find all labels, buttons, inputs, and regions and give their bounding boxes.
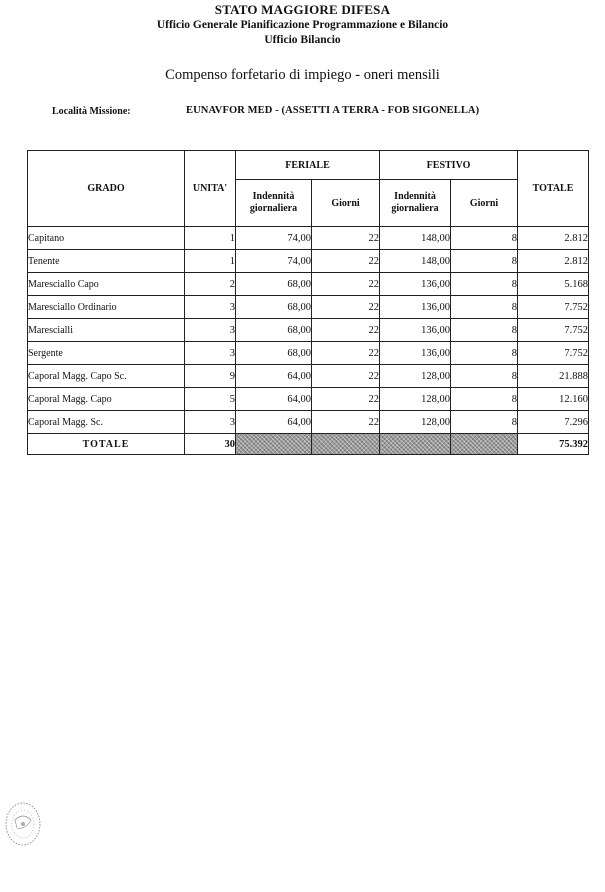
cell-feriale-indennita: 64,00 <box>236 365 312 388</box>
header-feriale-indennita <box>236 180 312 227</box>
table-row <box>28 388 589 411</box>
table-row <box>28 273 589 296</box>
compensation-table <box>27 150 589 455</box>
cell-grado: Maresciallo Ordinario <box>28 296 185 319</box>
cell-feriale-indennita: 68,00 <box>236 319 312 342</box>
header-feriale: FERIALE <box>236 151 380 180</box>
cell-unita: 3 <box>185 296 236 319</box>
cell-festivo-indennita: 136,00 <box>380 296 451 319</box>
cell-totale: 21.888 <box>518 365 589 388</box>
cell-festivo-indennita: 136,00 <box>380 319 451 342</box>
cell-festivo-giorni: 8 <box>451 250 518 273</box>
document-header <box>0 2 605 48</box>
location-value: EUNAVFOR MED - (ASSETTI A TERRA - FOB SIGONELLA) <box>186 105 480 116</box>
cell-feriale-indennita: 74,00 <box>236 250 312 273</box>
total-totale: 75.392 <box>518 434 589 455</box>
cell-unita: 1 <box>185 227 236 250</box>
header-festivo: FESTIVO <box>380 151 518 180</box>
cell-festivo-giorni: 8 <box>451 273 518 296</box>
cell-unita: 3 <box>185 342 236 365</box>
header-indennita-line2: giornaliera <box>391 203 439 214</box>
cell-feriale-giorni: 22 <box>312 319 380 342</box>
cell-grado: Caporal Magg. Capo <box>28 388 185 411</box>
header-indennita-line2: giornaliera <box>249 203 298 214</box>
cell-feriale-giorni: 22 <box>312 273 380 296</box>
cell-feriale-giorni: 22 <box>312 250 380 273</box>
table-row <box>28 365 589 388</box>
header-festivo-giorni: Giorni <box>451 180 518 227</box>
table-row <box>28 342 589 365</box>
cell-feriale-indennita: 68,00 <box>236 296 312 319</box>
cell-totale: 7.296 <box>518 411 589 434</box>
cell-feriale-indennita: 68,00 <box>236 342 312 365</box>
cell-grado: Sergente <box>28 342 185 365</box>
cell-festivo-indennita: 148,00 <box>380 227 451 250</box>
cell-feriale-giorni: 22 <box>312 365 380 388</box>
cell-unita: 5 <box>185 388 236 411</box>
cell-totale: 12.160 <box>518 388 589 411</box>
cell-festivo-giorni: 8 <box>451 365 518 388</box>
cell-unita: 1 <box>185 250 236 273</box>
cell-feriale-giorni: 22 <box>312 342 380 365</box>
cell-grado: Caporal Magg. Capo Sc. <box>28 365 185 388</box>
cell-festivo-giorni: 8 <box>451 296 518 319</box>
cell-feriale-giorni: 22 <box>312 296 380 319</box>
header-feriale-giorni: Giorni <box>312 180 380 227</box>
header-unita: UNITA' <box>185 151 236 227</box>
header-grado: GRADO <box>28 151 185 227</box>
cell-festivo-giorni: 8 <box>451 227 518 250</box>
cell-totale: 7.752 <box>518 319 589 342</box>
table-row <box>28 250 589 273</box>
header-office: Ufficio Generale Pianificazione Programmazione e Bilancio <box>156 19 449 31</box>
cell-grado: Capitano <box>28 227 185 250</box>
cell-totale: 7.752 <box>518 296 589 319</box>
cell-feriale-indennita: 64,00 <box>236 388 312 411</box>
shaded-cell <box>236 434 312 455</box>
total-label: TOTALE <box>28 434 185 455</box>
table-row <box>28 296 589 319</box>
cell-festivo-indennita: 136,00 <box>380 273 451 296</box>
shaded-cell <box>312 434 380 455</box>
cell-feriale-giorni: 22 <box>312 227 380 250</box>
cell-festivo-indennita: 148,00 <box>380 250 451 273</box>
cell-unita: 3 <box>185 319 236 342</box>
cell-feriale-giorni: 22 <box>312 388 380 411</box>
cell-unita: 9 <box>185 365 236 388</box>
cell-grado: Marescialli <box>28 319 185 342</box>
cell-feriale-indennita: 74,00 <box>236 227 312 250</box>
header-indennita-line1: Indennità <box>394 191 436 202</box>
document-subtitle: Compenso forfetario di impiego - oneri mensili <box>165 67 440 83</box>
cell-festivo-indennita: 128,00 <box>380 411 451 434</box>
shaded-cell <box>380 434 451 455</box>
cell-totale: 5.168 <box>518 273 589 296</box>
cell-totale: 2.812 <box>518 227 589 250</box>
cell-festivo-giorni: 8 <box>451 342 518 365</box>
total-row <box>28 434 589 455</box>
cell-festivo-giorni: 8 <box>451 411 518 434</box>
total-unita: 30 <box>185 434 236 455</box>
cell-grado: Tenente <box>28 250 185 273</box>
table-row <box>28 227 589 250</box>
header-organization: STATO MAGGIORE DIFESA <box>214 2 391 17</box>
cell-feriale-indennita: 68,00 <box>236 273 312 296</box>
cell-totale: 7.752 <box>518 342 589 365</box>
table-row <box>28 411 589 434</box>
header-festivo-indennita <box>380 180 451 227</box>
cell-totale: 2.812 <box>518 250 589 273</box>
header-indennita-line1: Indennità <box>252 191 295 202</box>
cell-unita: 3 <box>185 411 236 434</box>
cell-festivo-indennita: 128,00 <box>380 388 451 411</box>
cell-festivo-indennita: 128,00 <box>380 365 451 388</box>
cell-grado: Caporal Magg. Sc. <box>28 411 185 434</box>
cell-unita: 2 <box>185 273 236 296</box>
table-row <box>28 319 589 342</box>
stamp-seal-icon <box>3 800 43 848</box>
cell-feriale-indennita: 64,00 <box>236 411 312 434</box>
header-department: Ufficio Bilancio <box>264 34 341 46</box>
location-label: Località Missione: <box>52 106 131 117</box>
cell-feriale-giorni: 22 <box>312 411 380 434</box>
shaded-cell <box>451 434 518 455</box>
header-totale: TOTALE <box>518 151 589 227</box>
cell-festivo-giorni: 8 <box>451 319 518 342</box>
cell-festivo-giorni: 8 <box>451 388 518 411</box>
cell-grado: Maresciallo Capo <box>28 273 185 296</box>
cell-festivo-indennita: 136,00 <box>380 342 451 365</box>
